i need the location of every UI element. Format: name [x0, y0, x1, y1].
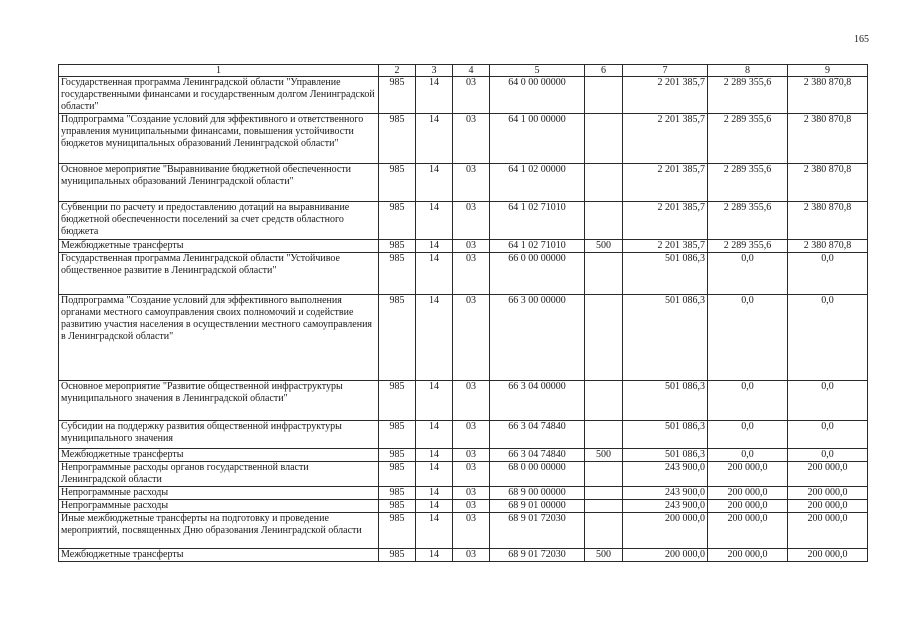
row-code-cell: 985 [379, 240, 416, 253]
row-amount-cell: 200 000,0 [708, 500, 788, 513]
table-row [59, 295, 868, 381]
row-section-cell: 14 [416, 513, 453, 549]
row-code-cell: 985 [379, 114, 416, 164]
row-subsection-cell: 03 [453, 381, 490, 421]
row-target-code-cell: 68 9 00 00000 [490, 487, 585, 500]
row-section-cell: 14 [416, 500, 453, 513]
row-section-cell: 14 [416, 381, 453, 421]
row-section-cell: 14 [416, 77, 453, 114]
row-target-code-cell: 68 0 00 00000 [490, 462, 585, 487]
row-subsection-cell: 03 [453, 487, 490, 500]
header-cell: 6 [585, 65, 623, 77]
row-amount-cell: 2 380 870,8 [788, 77, 868, 114]
row-expense-type-cell [585, 513, 623, 549]
row-section-cell: 14 [416, 253, 453, 295]
row-amount-cell: 0,0 [788, 295, 868, 381]
row-code-cell: 985 [379, 549, 416, 562]
row-code-cell: 985 [379, 381, 416, 421]
budget-table [58, 64, 868, 562]
row-subsection-cell: 03 [453, 202, 490, 240]
row-amount-cell: 200 000,0 [708, 549, 788, 562]
row-amount-cell: 2 380 870,8 [788, 114, 868, 164]
row-code-cell: 985 [379, 164, 416, 202]
table-row [59, 500, 868, 513]
row-subsection-cell: 03 [453, 513, 490, 549]
row-amount-cell: 200 000,0 [788, 500, 868, 513]
row-amount-cell: 2 289 355,6 [708, 240, 788, 253]
row-amount-cell: 501 086,3 [623, 421, 708, 449]
row-name-cell: Основное мероприятие "Выравнивание бюджетной обеспеченности муниципальных образований Ленинградской области" [59, 164, 379, 202]
row-amount-cell: 501 086,3 [623, 295, 708, 381]
row-expense-type-cell [585, 253, 623, 295]
row-section-cell: 14 [416, 240, 453, 253]
row-amount-cell: 2 201 385,7 [623, 202, 708, 240]
row-section-cell: 14 [416, 449, 453, 462]
row-code-cell: 985 [379, 295, 416, 381]
row-amount-cell: 2 201 385,7 [623, 164, 708, 202]
row-amount-cell: 200 000,0 [708, 487, 788, 500]
table-row [59, 513, 868, 549]
row-section-cell: 14 [416, 549, 453, 562]
row-subsection-cell: 03 [453, 462, 490, 487]
table-body [59, 77, 868, 562]
header-cell: 4 [453, 65, 490, 77]
row-section-cell: 14 [416, 295, 453, 381]
row-amount-cell: 200 000,0 [788, 462, 868, 487]
row-amount-cell: 501 086,3 [623, 381, 708, 421]
table-row [59, 487, 868, 500]
row-subsection-cell: 03 [453, 253, 490, 295]
header-cell: 9 [788, 65, 868, 77]
row-name-cell: Иные межбюджетные трансферты на подготовку и проведение мероприятий, посвященных Дню образования Ленинградской области [59, 513, 379, 549]
row-target-code-cell: 66 3 00 00000 [490, 295, 585, 381]
row-section-cell: 14 [416, 421, 453, 449]
row-expense-type-cell [585, 421, 623, 449]
row-amount-cell: 243 900,0 [623, 487, 708, 500]
row-code-cell: 985 [379, 77, 416, 114]
row-expense-type-cell [585, 114, 623, 164]
row-amount-cell: 2 289 355,6 [708, 164, 788, 202]
table-row [59, 164, 868, 202]
row-amount-cell: 0,0 [708, 449, 788, 462]
row-amount-cell: 501 086,3 [623, 449, 708, 462]
row-amount-cell: 200 000,0 [623, 549, 708, 562]
row-code-cell: 985 [379, 253, 416, 295]
row-name-cell: Межбюджетные трансферты [59, 449, 379, 462]
table-row [59, 240, 868, 253]
table-row [59, 381, 868, 421]
table-row [59, 202, 868, 240]
row-subsection-cell: 03 [453, 549, 490, 562]
row-amount-cell: 200 000,0 [788, 513, 868, 549]
row-expense-type-cell: 500 [585, 240, 623, 253]
row-expense-type-cell: 500 [585, 449, 623, 462]
row-amount-cell: 2 289 355,6 [708, 114, 788, 164]
row-amount-cell: 200 000,0 [788, 549, 868, 562]
row-expense-type-cell [585, 202, 623, 240]
row-target-code-cell: 64 1 02 00000 [490, 164, 585, 202]
row-name-cell: Непрограммные расходы [59, 487, 379, 500]
row-name-cell: Межбюджетные трансферты [59, 549, 379, 562]
row-code-cell: 985 [379, 421, 416, 449]
row-target-code-cell: 66 3 04 00000 [490, 381, 585, 421]
row-amount-cell: 2 201 385,7 [623, 240, 708, 253]
row-subsection-cell: 03 [453, 500, 490, 513]
row-amount-cell: 0,0 [708, 421, 788, 449]
row-amount-cell: 243 900,0 [623, 500, 708, 513]
row-name-cell: Непрограммные расходы [59, 500, 379, 513]
row-name-cell: Субвенции по расчету и предоставлению дотаций на выравнивание бюджетной обеспеченности поселений за счет средств областного бюджета [59, 202, 379, 240]
row-target-code-cell: 68 9 01 72030 [490, 549, 585, 562]
row-code-cell: 985 [379, 500, 416, 513]
header-cell: 2 [379, 65, 416, 77]
row-code-cell: 985 [379, 449, 416, 462]
row-amount-cell: 0,0 [788, 381, 868, 421]
header-cell: 1 [59, 65, 379, 77]
row-target-code-cell: 68 9 01 00000 [490, 500, 585, 513]
table-row [59, 549, 868, 562]
row-target-code-cell: 64 1 02 71010 [490, 202, 585, 240]
row-code-cell: 985 [379, 202, 416, 240]
row-amount-cell: 0,0 [788, 253, 868, 295]
table-row [59, 462, 868, 487]
row-amount-cell: 2 289 355,6 [708, 202, 788, 240]
row-amount-cell: 2 289 355,6 [708, 77, 788, 114]
row-subsection-cell: 03 [453, 164, 490, 202]
row-amount-cell: 0,0 [708, 253, 788, 295]
page-number: 165 [854, 34, 869, 45]
row-expense-type-cell [585, 462, 623, 487]
table-row [59, 114, 868, 164]
row-amount-cell: 243 900,0 [623, 462, 708, 487]
row-amount-cell: 200 000,0 [708, 462, 788, 487]
header-cell: 7 [623, 65, 708, 77]
row-name-cell: Подпрограмма "Создание условий для эффективного выполнения органами местного самоуправления своих полномочий и содействие развитию участия населения в осуществлении местного самоуправления в Ленинградской области" [59, 295, 379, 381]
row-amount-cell: 0,0 [788, 449, 868, 462]
row-name-cell: Субсидии на поддержку развития общественной инфраструктуры муниципального значения [59, 421, 379, 449]
table-row [59, 77, 868, 114]
row-expense-type-cell [585, 381, 623, 421]
row-section-cell: 14 [416, 202, 453, 240]
row-subsection-cell: 03 [453, 295, 490, 381]
table-row [59, 253, 868, 295]
row-name-cell: Подпрограмма "Создание условий для эффективного и ответственного управления муниципальными финансами, повышения устойчивости бюджетов муниципальных образований Ленинградской области" [59, 114, 379, 164]
row-section-cell: 14 [416, 487, 453, 500]
row-target-code-cell: 66 3 04 74840 [490, 449, 585, 462]
row-name-cell: Межбюджетные трансферты [59, 240, 379, 253]
row-amount-cell: 501 086,3 [623, 253, 708, 295]
row-amount-cell: 2 380 870,8 [788, 202, 868, 240]
row-name-cell: Государственная программа Ленинградской области "Устойчивое общественное развитие в Ленинградской области" [59, 253, 379, 295]
row-section-cell: 14 [416, 114, 453, 164]
header-cell: 8 [708, 65, 788, 77]
row-expense-type-cell [585, 295, 623, 381]
row-target-code-cell: 66 0 00 00000 [490, 253, 585, 295]
row-target-code-cell: 66 3 04 74840 [490, 421, 585, 449]
table-row [59, 421, 868, 449]
header-cell: 5 [490, 65, 585, 77]
table-row [59, 449, 868, 462]
row-name-cell: Непрограммные расходы органов государственной власти Ленинградской области [59, 462, 379, 487]
header-cell: 3 [416, 65, 453, 77]
row-amount-cell: 2 201 385,7 [623, 77, 708, 114]
row-amount-cell: 0,0 [708, 295, 788, 381]
row-amount-cell: 200 000,0 [708, 513, 788, 549]
row-amount-cell: 2 380 870,8 [788, 164, 868, 202]
row-subsection-cell: 03 [453, 449, 490, 462]
row-target-code-cell: 64 1 00 00000 [490, 114, 585, 164]
row-code-cell: 985 [379, 462, 416, 487]
row-subsection-cell: 03 [453, 240, 490, 253]
row-section-cell: 14 [416, 462, 453, 487]
row-subsection-cell: 03 [453, 114, 490, 164]
row-code-cell: 985 [379, 513, 416, 549]
row-name-cell: Государственная программа Ленинградской области "Управление государственными финансами и государственным долгом Ленинградской области" [59, 77, 379, 114]
row-amount-cell: 2 201 385,7 [623, 114, 708, 164]
row-target-code-cell: 64 1 02 71010 [490, 240, 585, 253]
row-target-code-cell: 68 9 01 72030 [490, 513, 585, 549]
row-subsection-cell: 03 [453, 77, 490, 114]
row-name-cell: Основное мероприятие "Развитие общественной инфраструктуры муниципального значения в Ленинградской области" [59, 381, 379, 421]
row-amount-cell: 0,0 [708, 381, 788, 421]
row-target-code-cell: 64 0 00 00000 [490, 77, 585, 114]
row-amount-cell: 200 000,0 [623, 513, 708, 549]
row-expense-type-cell [585, 77, 623, 114]
row-amount-cell: 2 380 870,8 [788, 240, 868, 253]
row-expense-type-cell [585, 164, 623, 202]
row-amount-cell: 200 000,0 [788, 487, 868, 500]
header-row [59, 65, 868, 77]
row-code-cell: 985 [379, 487, 416, 500]
row-subsection-cell: 03 [453, 421, 490, 449]
row-amount-cell: 0,0 [788, 421, 868, 449]
row-section-cell: 14 [416, 164, 453, 202]
row-expense-type-cell: 500 [585, 549, 623, 562]
row-expense-type-cell [585, 487, 623, 500]
row-expense-type-cell [585, 500, 623, 513]
